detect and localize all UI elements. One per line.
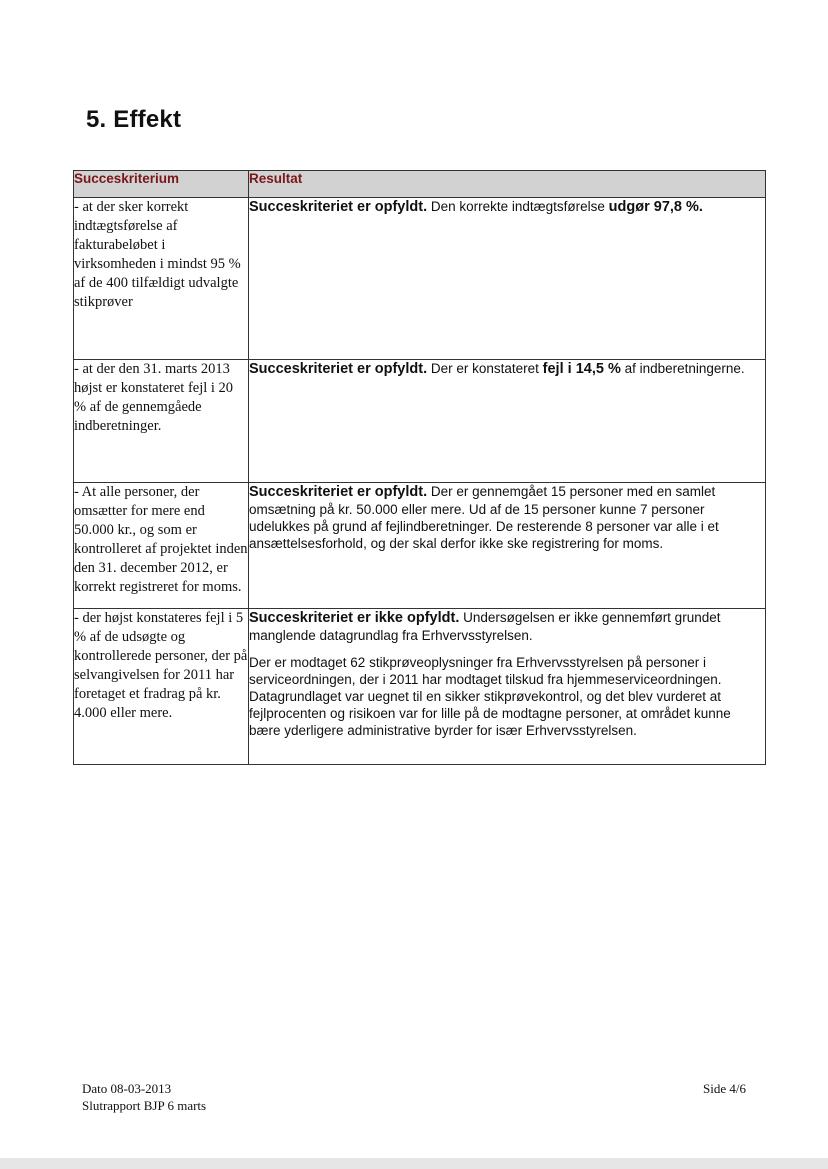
table-row [74,198,766,360]
table-row [74,609,766,765]
scan-edge [0,1158,828,1169]
table-row [74,360,766,483]
result-text: Der er konstateret [427,361,543,376]
result-cell [249,198,766,360]
criterion-cell: - at der sker korrekt indtægtsførelse af fakturabeløbet i virksomheden i mindst 95 % af de 400 tilfældigt udvalgte stikprøver [74,198,249,360]
result-text: Den korrekte indtægtsførelse [427,199,609,214]
result-text-tail: af indberetningerne. [620,361,745,376]
result-verdict: Succeskriteriet er ikke opfyldt. [249,610,460,626]
criterion-cell: - At alle personer, der omsætter for mere end 50.000 kr., og som er kontrolleret af projektet inden den 31. december 2012, er korrekt registreret for moms. [74,483,249,609]
result-figure: udgør 97,8 %. [608,199,703,215]
result-verdict: Succeskriteriet er opfyldt. [249,361,428,377]
result-cell [249,360,766,483]
success-criteria-table [73,170,766,765]
result-detail-paragraph: Der er modtaget 62 stikprøveoplysninger fra Erhvervsstyrelsen på personer i serviceordningen, der i 2011 har modtaget tilskud fra hjemmeserviceordningen. Datagrundlaget var uegnet til en sikker stikprøvekontrol, og det blev vurderet at fejlprocenten og risikoen var for lille på de modtagne personer, at området kunne bære yderligere administrative byrder for især Erhvervsstyrelsen. [249,655,731,738]
result-figure: fejl i 14,5 % [542,361,621,377]
footer-right [703,1080,746,1097]
table-header-row [74,171,766,198]
header-result: Resultat [249,171,766,198]
result-cell [249,483,766,609]
criterion-cell: - at der den 31. marts 2013 højst er konstateret fejl i 20 % af de gennemgåede indberetninger. [74,360,249,483]
header-criterion: Succeskriterium [74,171,249,198]
result-verdict: Succeskriteriet er opfyldt. [249,484,428,500]
result-text: Undersøgelsen er ikke gennemført grundet manglende datagrundlag fra Erhvervsstyrelsen. [249,610,721,643]
page-title: 5. Effekt [86,106,182,133]
footer-left [82,1080,206,1114]
table-row [74,483,766,609]
result-cell [249,609,766,765]
footer-date: Dato 08-03-2013 [82,1081,172,1096]
footer-report-name: Slutrapport BJP 6 marts [82,1098,207,1113]
result-text: Der er gennemgået 15 personer med en samlet omsætning på kr. 50.000 eller mere. Ud af de 15 personer kunne 7 personer udelukkes på grund af fejlindberetninger. De resterende 8 personer var alle i et ansættelsesforhold, og der skal derfor ikke ske registrering for moms. [249,484,719,551]
result-verdict: Succeskriteriet er opfyldt. [249,199,428,215]
page-number: Side 4/6 [703,1081,746,1096]
criterion-cell: - der højst konstateres fejl i 5 % af de udsøgte og kontrollerede personer, der på selvangivelsen for 2011 har foretaget et fradrag på kr. 4.000 eller mere. [74,609,249,765]
